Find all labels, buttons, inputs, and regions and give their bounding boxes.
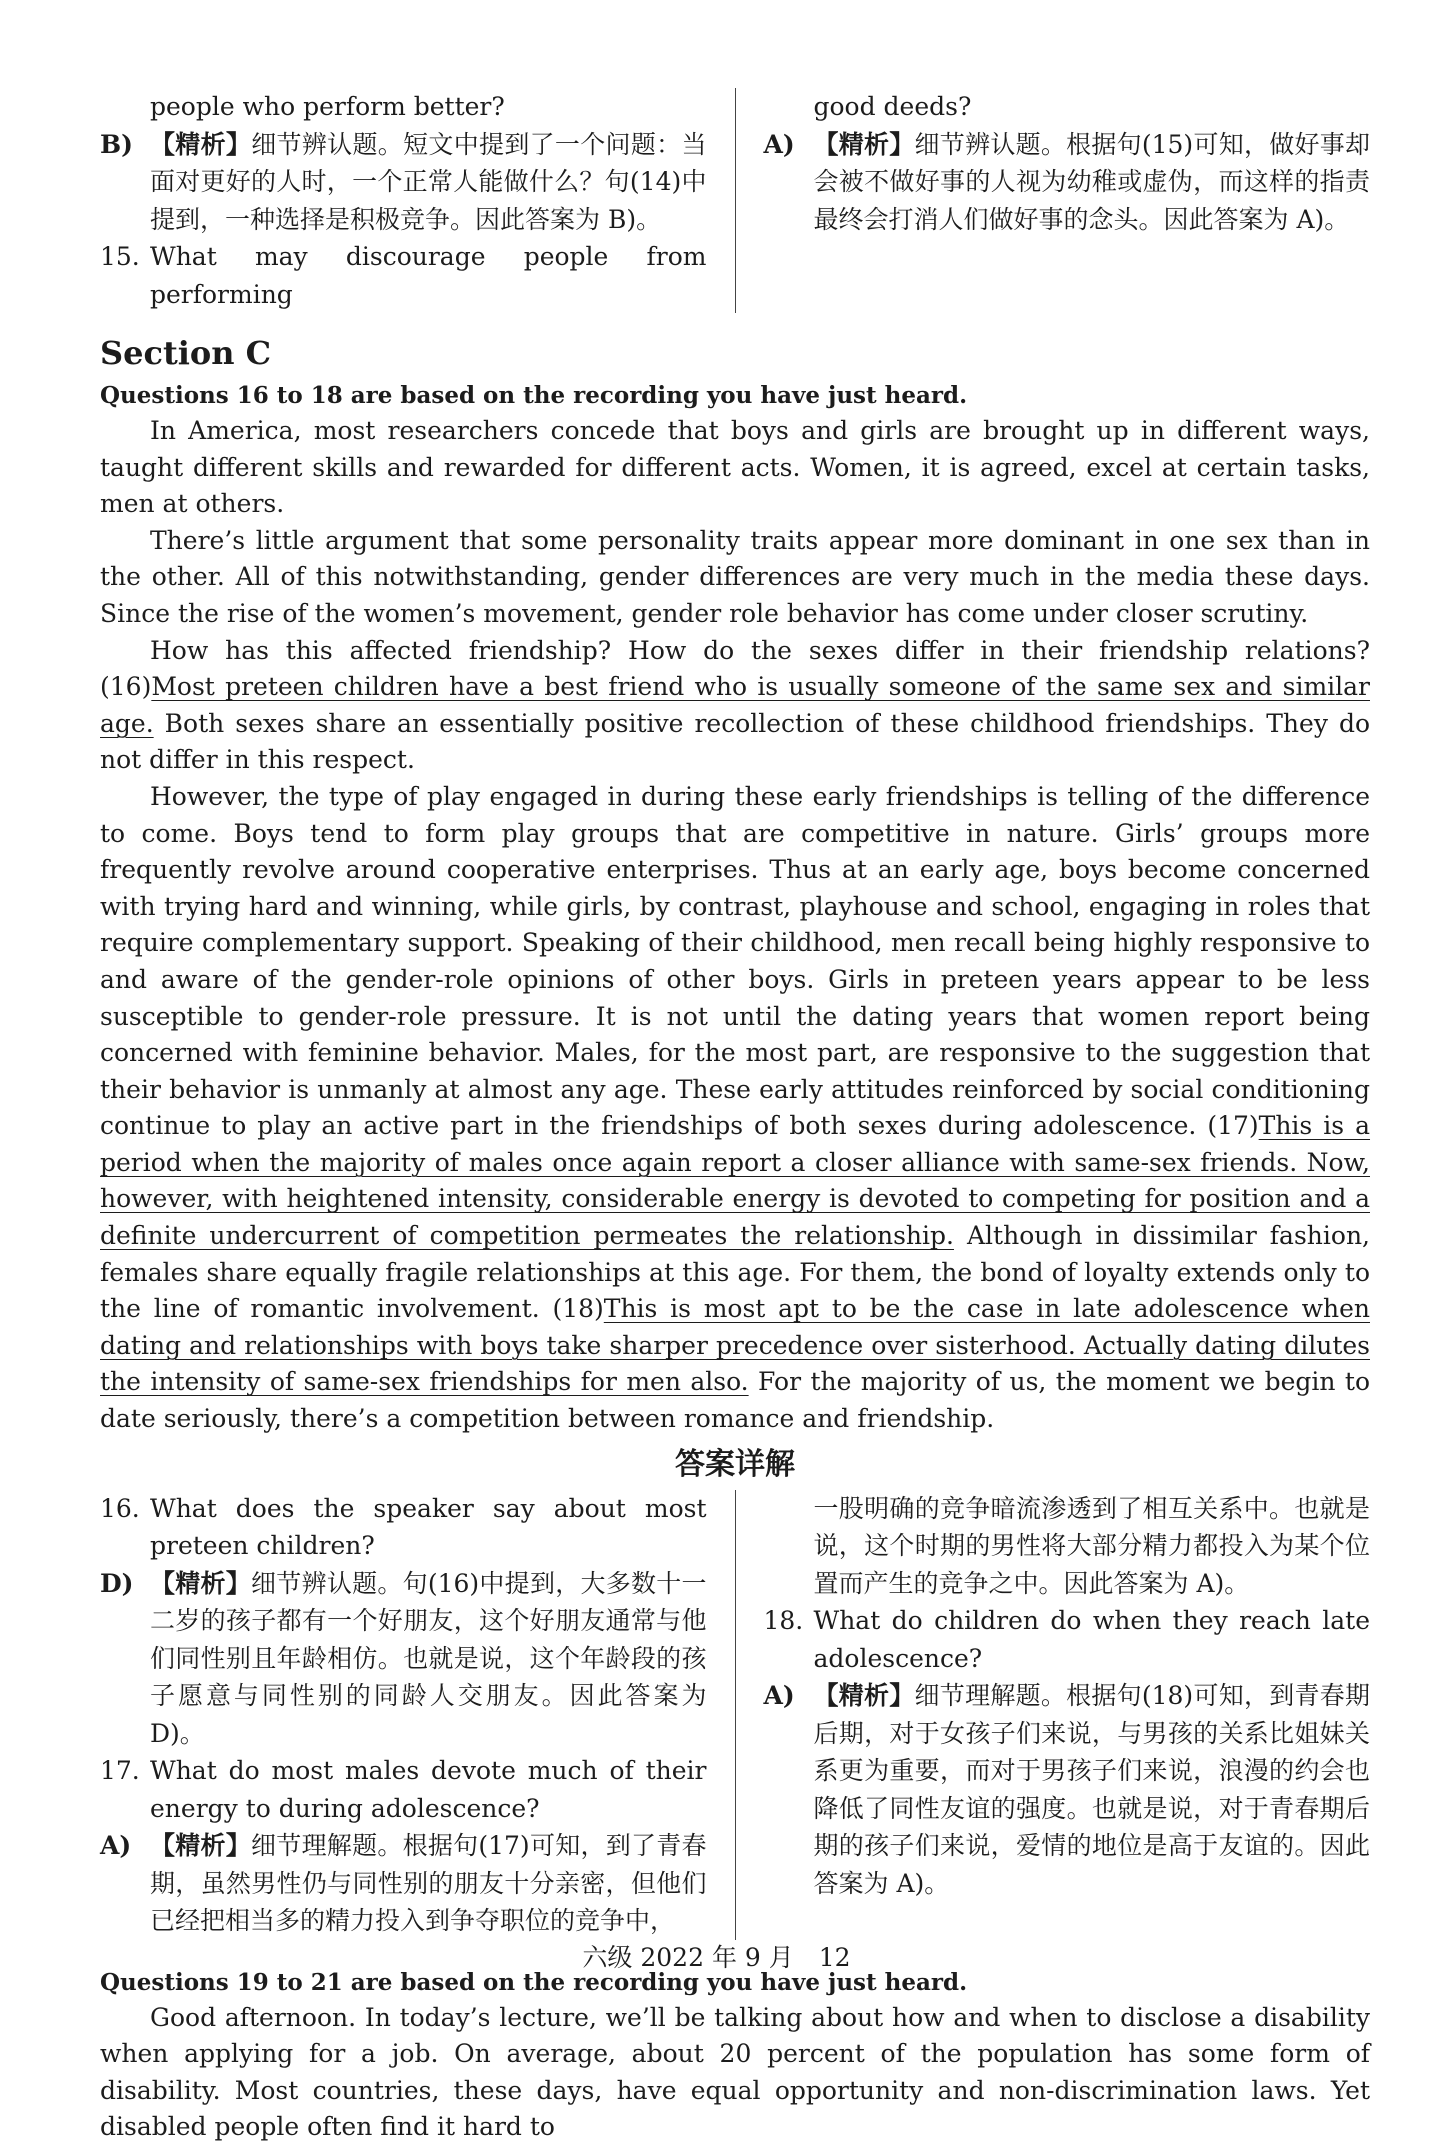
item-text: What may discourage people from performing [150,242,707,309]
answers-title: 答案详解 [675,1446,795,1482]
top-left-column [100,88,735,313]
text-segment: There’s little argument that some personality traits appear more dominant in one sex than in the other. All of this notwithstanding, gender differences are very much in the media these days. Since the rise of the women’s movement, gender role behavior has come under closer scrutiny. [100,525,1370,628]
continued-text: people who perform better? [150,92,505,121]
analysis-tag: 【精析】 [813,1681,915,1711]
page-footer: 六级 2022 年 9 月 12 [582,1943,851,1972]
answer-explanation [814,126,1371,239]
analysis-tag: 【精析】 [150,1831,252,1861]
item-text: 细节辨认题。短文中提到了一个问题：当面对更好的人时，一个正常人能做什么？句(14)中提到，一种选择是积极竞争。因此答案为 B)。 [150,129,707,234]
question-item [100,1752,707,1827]
question-text [150,1490,707,1565]
question-text [150,238,707,313]
answer-letter: A) [100,1831,132,1861]
answers-left-column [100,1490,735,1940]
questions-heading-16-18: Questions 16 to 18 are based on the recording you have just heard. [100,382,968,409]
passage-paragraph [100,633,1370,779]
analysis-tag: 【精析】 [150,1568,252,1598]
question-number: 17. [100,1756,140,1786]
answer-explanation [150,1565,707,1753]
answer-item [100,1565,707,1753]
item-text: What does the speaker say about most preteen children? [150,1493,707,1561]
item-text: What do most males devote much of their energy to during adolescence? [150,1756,707,1823]
continued-text: good deeds? [813,92,972,121]
answer-letter: A) [763,129,795,159]
item-text: 细节辨认题。根据句(15)可知，做好事却会被不做好事的人视为幼稚或虚伪，而这样的指责最终会打消人们做好事的念头。因此答案为 A)。 [813,129,1370,234]
text-segment: In America, most researchers concede that boys and girls are brought up in different ways, taught different skills and rewarded for different acts. Women, it is agreed, excel at certain tasks, men at others. [100,416,1370,519]
answer-item [100,1827,707,1940]
answer-letter: D) [100,1568,134,1598]
underlined-sentence: Most preteen children have a best friend who is usually someone of the same sex and similar age. [100,672,1370,738]
answer-explanation [150,126,707,239]
answers-two-column [100,1490,1370,1940]
section-title: Section C [100,334,272,372]
text-segment: However, the type of play engaged in during these early friendships is telling of the difference to come. Boys tend to form play groups that are competitive in nature. Girls’ groups more frequently revolve around cooperative enterprises. Thus at an early age, boys become concerned with trying hard and winning, while girls, by contrast, playhouse and school, engaging in roles that require complementary support. Speaking of their childhood, men recall being highly responsive to and aware of the gender-role opinions of other boys. Girls in preteen years appear to be less susceptible to gender-role pressure. It is not until the dating years that women report being concerned with feminine behavior. Males, for the most part, are responsive to the suggestion that their behavior is unmanly at almost any age. These early attitudes reinforced by social conditioning continue to play an active part in the friendships of both sexes during adolescence. (17) [100,781,1370,1141]
answer-item [100,126,707,239]
question-item [100,238,707,313]
analysis-tag: 【精析】 [150,129,252,159]
question-item [100,1490,707,1565]
answer-explanation [814,1677,1371,1902]
item-text: What do children do when they reach late adolescence? [813,1606,1370,1673]
text-segment: Both sexes share an essentially positive recollection of these childhood friendships. They do not differ in this respect. [100,708,1370,775]
continued-text: 一股明确的竞争暗流渗透到了相互关系中。也就是说，这个时期的男性将大部分精力都投入为某个位置而产生的竞争之中。因此答案为 A)。 [813,1493,1370,1598]
page [100,88,1370,2146]
answer-item [764,126,1371,239]
answers-right-column [736,1490,1371,1940]
text-segment: How has this affected friendship? How do the sexes differ in their friendship relations? (16) [100,635,1370,702]
answer-letter: A) [763,1681,795,1711]
answer-explanation [150,1827,707,1940]
underlined-sentence: This is most apt to be the case in late adolescence when dating and relationships with boys take sharper precedence over sisterhood. Actually dating dilutes the intensity of same-sex friendships for men also. [100,1294,1370,1397]
item-text: 细节理解题。根据句(18)可知，到青春期后期，对于女孩子们来说，与男孩的关系比姐妹关系更为重要，而对于男孩子们来说，浪漫的约会也降低了同性友谊的强度。也就是说，对于青春期后期的孩子们来说，爱情的地位是高于友谊的。因此答案为 A)。 [813,1681,1370,1898]
question-item [764,1602,1371,1677]
answer-item [764,1677,1371,1902]
text-segment: Although in dissimilar fashion, females share equally fragile relationships at this age. For them, the bond of loyalty extends only to the line of romantic involvement. (18) [100,1221,1370,1324]
question-number: 16. [100,1493,140,1523]
underlined-sentence: This is a period when the majority of males once again report a closer alliance with same-sex friends. Now, however, with heightened intensity, considerable energy is devoted to competing for position and a definite undercurrent of competition permeates the relationship. [100,1111,1371,1251]
analysis-tag: 【精析】 [813,129,915,159]
question-number: 18. [763,1606,804,1636]
question-text [150,1752,707,1827]
item-text: 细节理解题。根据句(17)可知，到了青春期，虽然男性仍与同性别的朋友十分亲密，但他们已经把相当多的精力投入到争夺职位的竞争中， [150,1831,707,1936]
text-segment: For the majority of us, the moment we begin to date seriously, there’s a competition between romance and friendship. [100,1367,1370,1434]
top-right-column [736,88,1371,313]
item-text: 细节辨认题。句(16)中提到，大多数十一二岁的孩子都有一个好朋友，这个好朋友通常与他们同性别且年龄相仿。也就是说，这个年龄段的孩子愿意与同性别的同龄人交朋友。因此答案为 D)。 [150,1568,707,1748]
answer-letter: B) [100,129,133,159]
questions-heading-19-21: Questions 19 to 21 are based on the recording you have just heard. [100,1968,968,1996]
passage-paragraph [100,779,1370,1438]
passage-paragraph [100,413,1370,523]
passage-paragraph [100,523,1370,633]
question-number: 15. [100,242,140,271]
passage-text [100,413,1370,1438]
passage-paragraph: Good afternoon. In today’s lecture, we’ll be talking about how and when to disclose a disability when applying for a job. On average, about 20 percent of the population has some form of disability. Most countries, these days, have equal opportunity and non-discrimination laws. Yet disabled people often find it hard to [100,2002,1370,2142]
question-text [814,1602,1371,1677]
top-two-column [100,88,1370,313]
